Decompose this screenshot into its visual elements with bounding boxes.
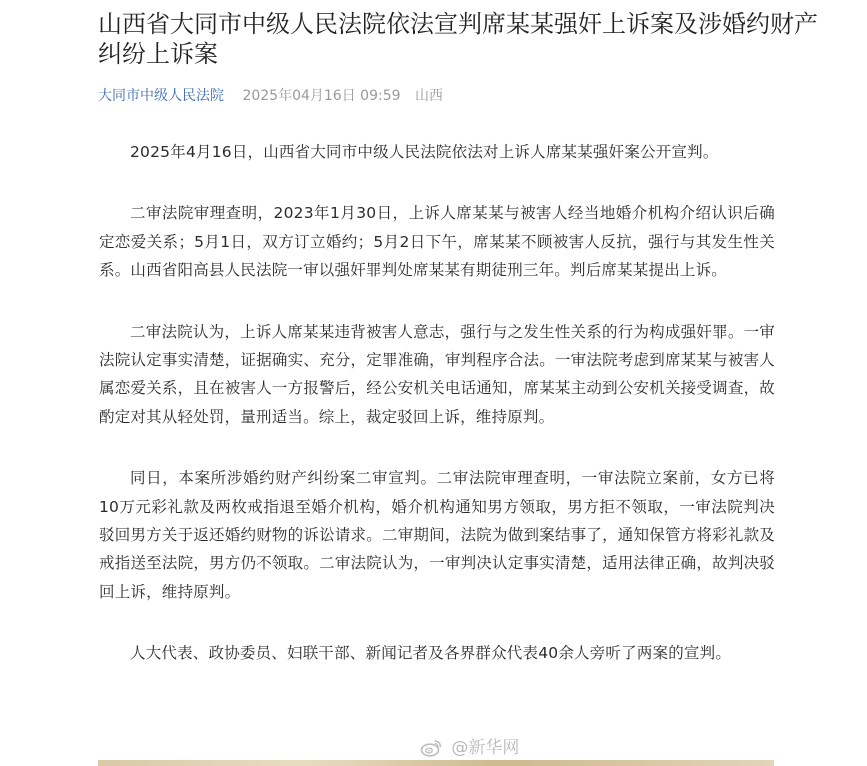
image-strip	[98, 760, 774, 766]
article-body	[99, 138, 775, 701]
paragraph: 2025年4月16日，山西省大同市中级人民法院依法对上诉人席某某强奸案公开宣判。	[130, 143, 719, 161]
paragraph: 二审法院审理查明，2023年1月30日，上诉人席某某与被害人经当地婚介机构介绍认识后确定恋爱关系；5月1日，双方订立婚约；5月2日下午，席某某不顾被害人反抗，强行与其发生性关系。山西省阳高县人民法院一审以强奸罪判处席某某有期徒刑三年。判后席某某提出上诉。	[99, 204, 775, 280]
paragraph: 同日，本案所涉婚约财产纠纷案二审宣判。二审法院审理查明，一审法院立案前，女方已将10万元彩礼款及两枚戒指退至婚介机构，婚介机构通知男方领取，男方拒不领取，一审法院判决驳回男方关于返还婚约财物的诉讼请求。二审期间，法院为做到案结事了，通知保管方将彩礼款及戒指送至法院，男方仍不领取。二审法院认为，一审判决认定事实清楚，适用法律正确，故判决驳回上诉，维持原判。	[99, 469, 775, 601]
location-tag: 山西	[414, 88, 443, 104]
article-meta	[98, 86, 443, 106]
article-title: 山西省大同市中级人民法院依法宣判席某某强奸上诉案及涉婚约财产纠纷上诉案	[98, 10, 818, 68]
source-link[interactable]: 大同市中级人民法院	[98, 88, 224, 104]
publish-time: 2025年04月16日 09:59	[242, 88, 401, 104]
watermark	[420, 737, 519, 759]
paragraph: 人大代表、政协委员、妇联干部、新闻记者及各界群众代表40余人旁听了两案的宣判。	[130, 644, 732, 663]
weibo-logo-icon	[420, 739, 442, 757]
watermark-text: @新华网	[451, 738, 520, 758]
paragraph: 二审法院认为，上诉人席某某违背被害人意志，强行与之发生性关系的行为构成强奸罪。一审法院认定事实清楚，证据确实、充分，定罪准确，审判程序合法。一审法院考虑到席某某与被害人属恋爱关系，且在被害人一方报警后，经公安机关电话通知，席某某主动到公安机关接受调查，故酌定对其从轻处罚，量刑适当。综上，裁定驳回上诉，维持原判。	[99, 322, 775, 426]
